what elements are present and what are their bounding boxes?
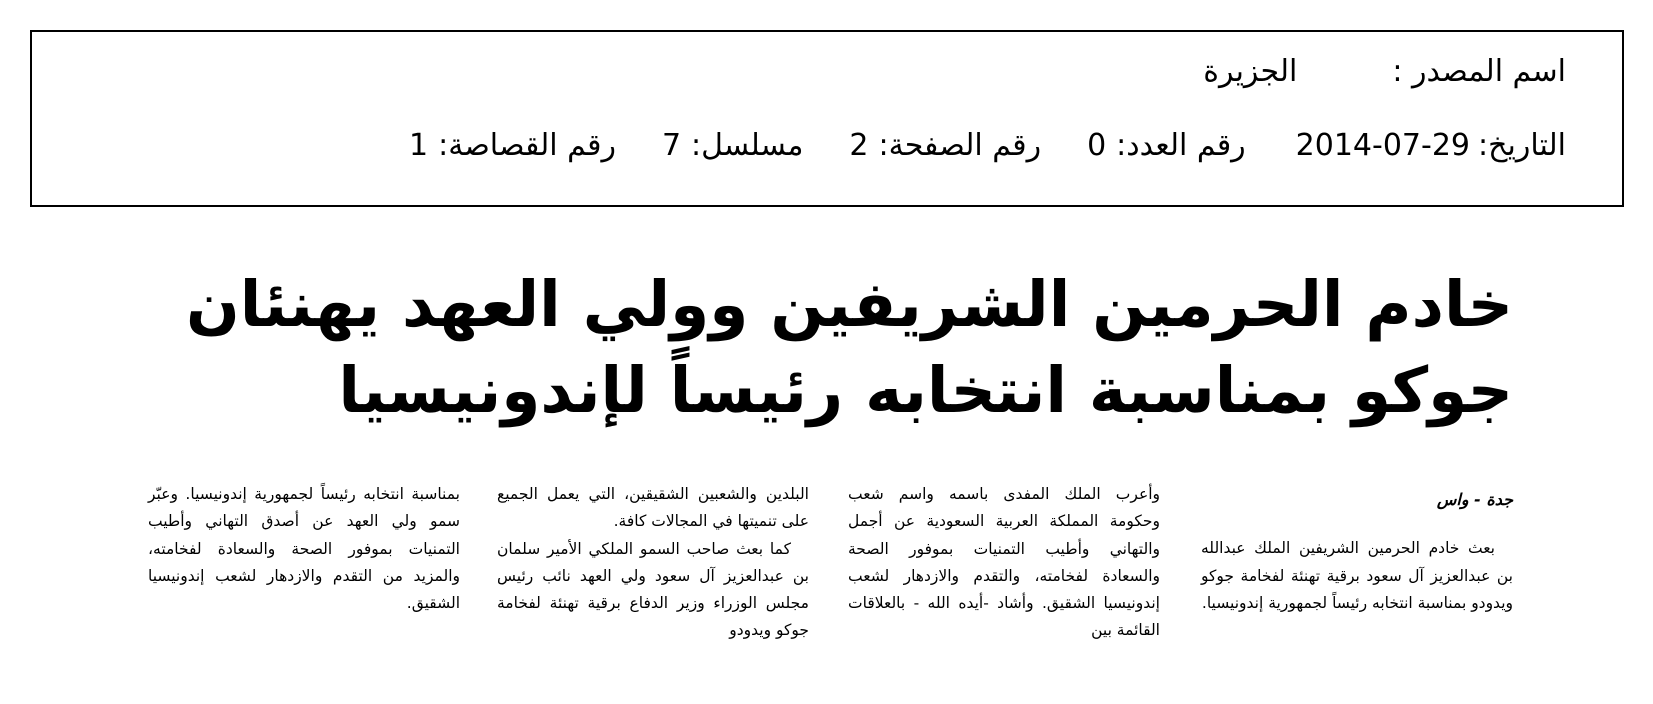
source-label: اسم المصدر : — [1392, 54, 1566, 89]
article-paragraph: بمناسبة انتخابه رئيساً لجمهورية إندونيسيا. وعبّر سمو ولي العهد عن أصدق التهاني وأطيب التمنيات بموفور الصحة والسعادة لفخامته، والمزيد من التقدم والازدهار لشعب إندونيسيا الشقيق. — [148, 485, 460, 613]
article-column-3 — [497, 481, 809, 645]
date-label: التاريخ: — [1478, 128, 1566, 163]
source-row — [1203, 54, 1566, 89]
serial-label: مسلسل: — [691, 128, 804, 163]
clip-label: رقم القصاصة: — [438, 128, 616, 163]
clip-value: 1 — [409, 128, 429, 163]
article-paragraph: كما بعث صاحب السمو الملكي الأمير سلمان بن عبدالعزيز آل سعود ولي العهد نائب رئيس مجلس الوزراء وزير الدفاع برقية تهنئة لفخامة جوكو ويدودو — [497, 539, 809, 640]
headline-line-2: جوكو بمناسبة انتخابه رئيساً لإندونيسيا — [338, 354, 1513, 427]
serial-field — [662, 128, 803, 163]
source-value: الجزيرة — [1203, 54, 1298, 89]
issue-label: رقم العدد: — [1116, 128, 1246, 163]
date-value: 2014-07-29 — [1295, 128, 1471, 163]
issue-field — [1087, 128, 1246, 163]
issue-value: 0 — [1087, 128, 1107, 163]
article-paragraph: البلدين والشعبين الشقيقين، التي يعمل الجميع على تنميتها في المجالات كافة. — [497, 485, 809, 531]
article-column-4 — [148, 481, 460, 617]
article-column-2 — [848, 481, 1160, 645]
article-paragraph: بعث خادم الحرمين الشريفين الملك عبدالله بن عبدالعزيز آل سعود برقية تهنئة لفخامة جوكو ويدودو بمناسبة انتخابه رئيساً لجمهورية إندونيسيا. — [1201, 539, 1513, 612]
headline-line-1: خادم الحرمين الشريفين وولي العهد يهنئان — [185, 268, 1513, 341]
article-column-1 — [1201, 486, 1513, 617]
article-byline: جدة - واس — [1436, 490, 1513, 509]
source-info-box — [30, 30, 1624, 207]
details-row — [409, 128, 1566, 163]
page-label: رقم الصفحة: — [878, 128, 1042, 163]
article-paragraph: وأعرب الملك المفدى باسمه واسم شعب وحكومة المملكة العربية السعودية عن أجمل والتهاني وأطيب التمنيات بموفور الصحة والسعادة لفخامته، والتقدم والازدهار لشعب إندونيسيا الشقيق. وأشاد -أيده الله - بالعلاقات القائمة بين — [848, 485, 1160, 640]
date-field — [1296, 128, 1566, 163]
page-value: 2 — [849, 128, 869, 163]
clip-field — [409, 128, 616, 163]
article-headline — [185, 262, 1513, 434]
serial-value: 7 — [661, 128, 682, 163]
page-field — [849, 128, 1041, 163]
